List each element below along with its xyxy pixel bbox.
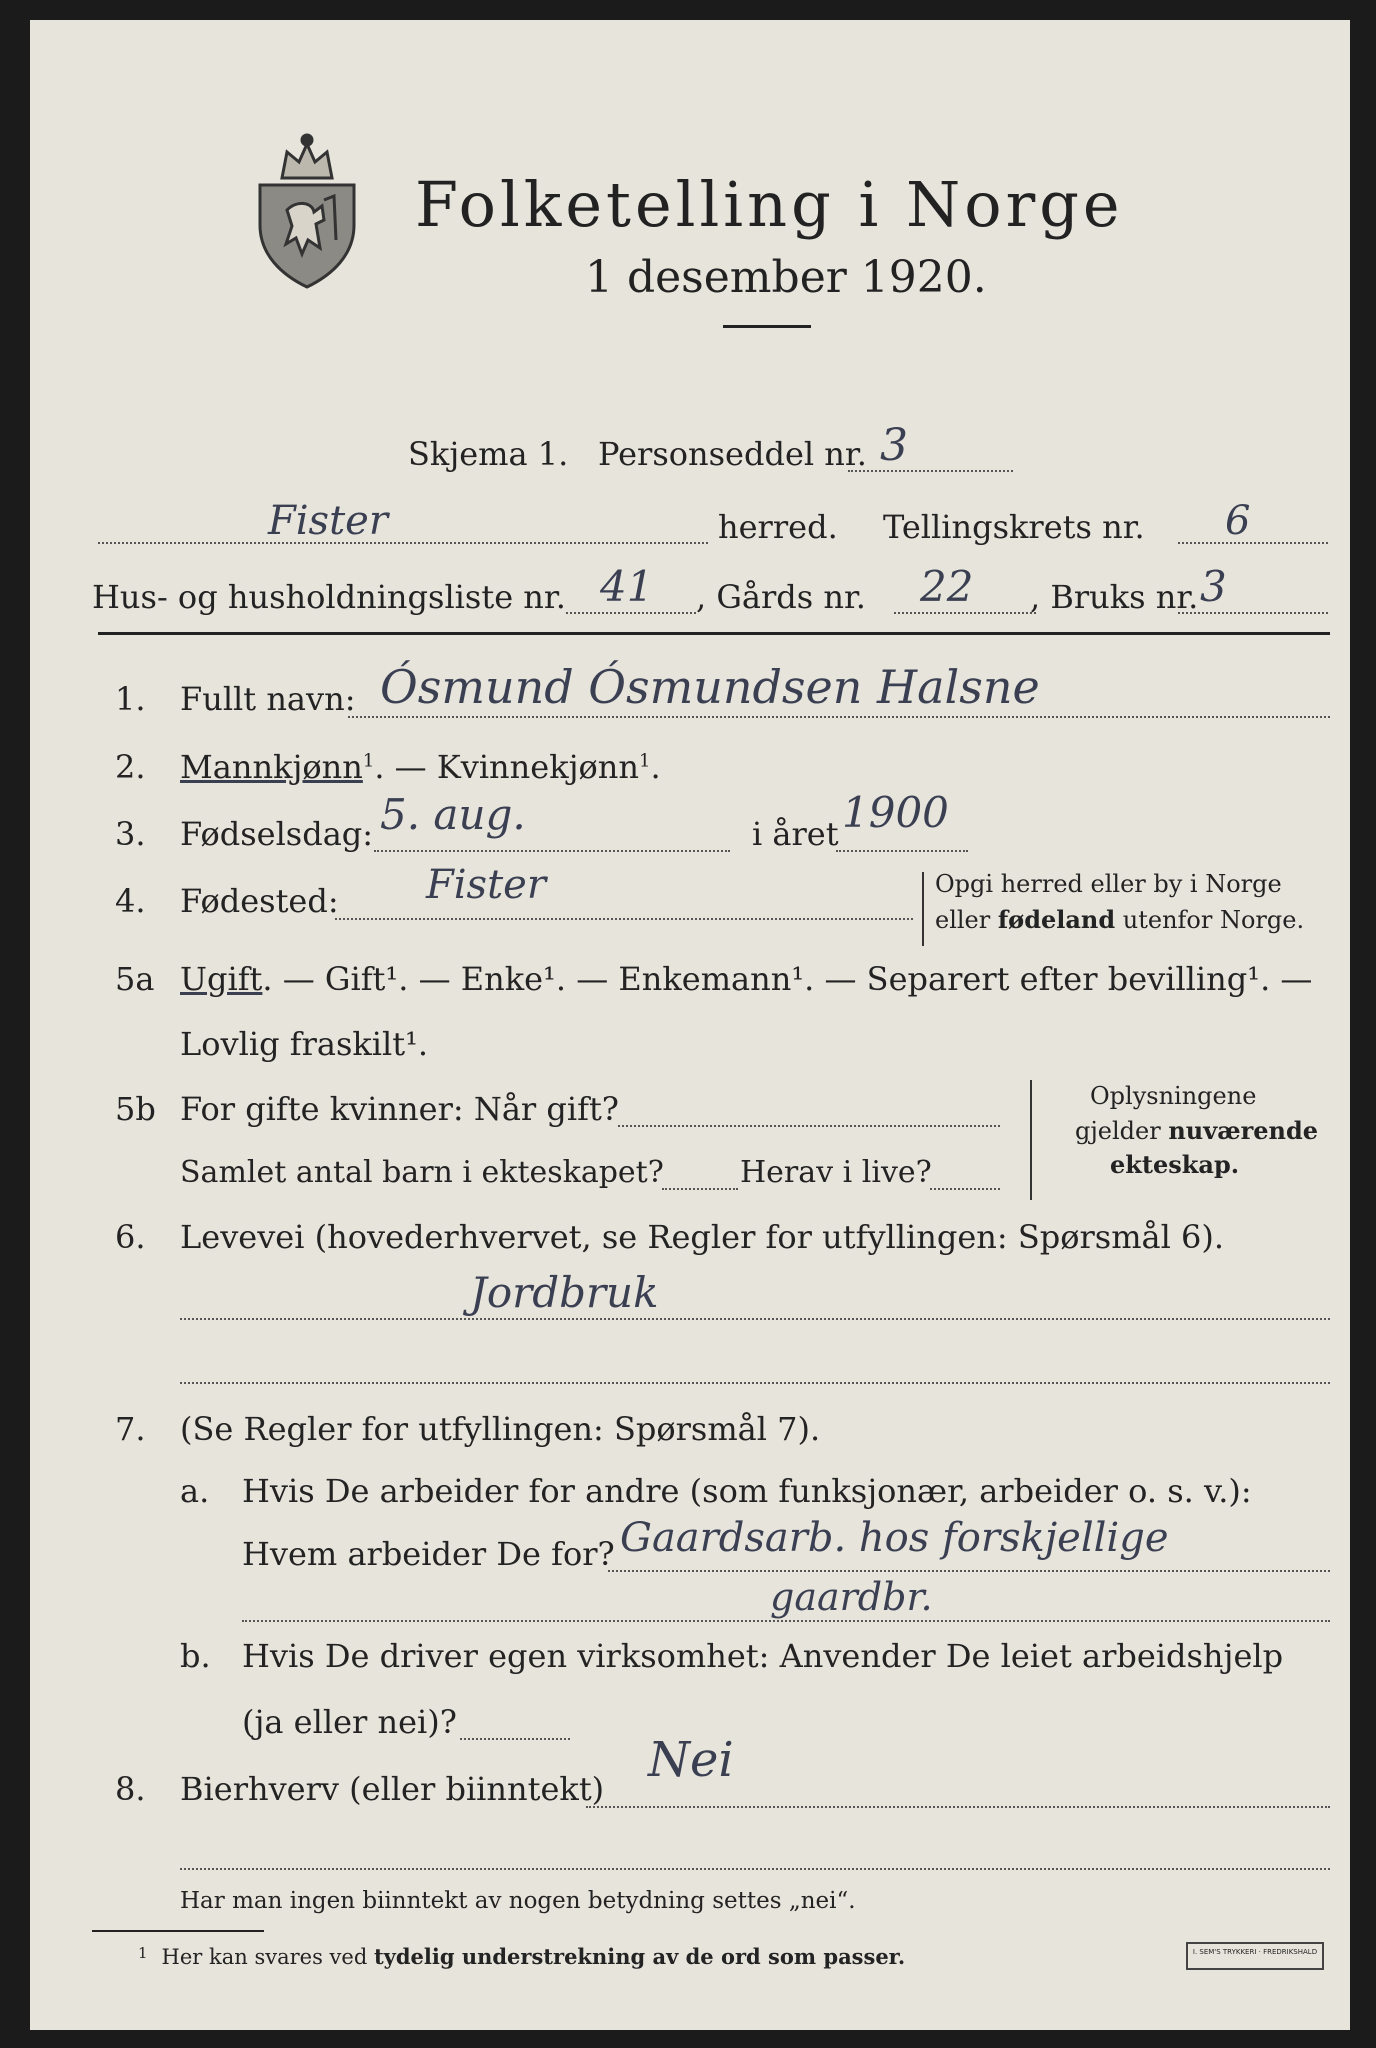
hired-help-field[interactable] [460, 1738, 570, 1740]
q7a-label-employer: Hvem arbeider De for? [242, 1535, 615, 1573]
footnote-divider [92, 1930, 264, 1932]
side-income-field[interactable] [586, 1806, 1330, 1808]
q5b-number: 5b [115, 1090, 156, 1128]
personseddel-value: 3 [880, 420, 908, 471]
bruks-field[interactable] [1178, 612, 1328, 614]
q5b-note-line2: gjelder nuværende [1075, 1116, 1319, 1145]
q6-label: Levevei (hovederhvervet, se Regler for utfyllingen: Spørsmål 6). [180, 1218, 1225, 1256]
footnote-marker: 1 [138, 1944, 148, 1962]
side-income-field-line2[interactable] [180, 1868, 1330, 1870]
birthplace-field[interactable] [335, 918, 913, 920]
norwegian-coat-of-arms-icon [252, 130, 362, 290]
gards-value: 22 [920, 562, 974, 611]
marital-divorced-option[interactable]: Lovlig fraskilt¹. [180, 1025, 429, 1063]
q7a-letter: a. [180, 1472, 210, 1510]
full-name-field[interactable] [348, 716, 1330, 718]
q6-number: 6. [115, 1218, 146, 1256]
q5b-label-alive: Herav i live? [740, 1155, 932, 1190]
q4-note-line1: Opgi herred eller by i Norge [935, 870, 1282, 898]
occupation-value: Jordbruk [470, 1268, 659, 1317]
employer-field-line1[interactable] [608, 1570, 1330, 1572]
q7-label: (Se Regler for utfyllingen: Spørsmål 7). [180, 1410, 821, 1448]
q5b-label-children: Samlet antal barn i ekteskapet? [180, 1155, 664, 1190]
printer-stamp: I. SEM'S TRYKKERI · FREDRIKSHALD [1186, 1942, 1324, 1970]
q5b-label-married-when: For gifte kvinner: Når gift? [180, 1090, 619, 1128]
children-alive-field[interactable] [930, 1188, 1000, 1190]
q1-label: Fullt navn: [180, 680, 356, 718]
q7b-label-yesno: (ja eller nei)? [242, 1703, 457, 1741]
birthday-value: 5. aug. [380, 790, 526, 839]
married-when-field[interactable] [618, 1125, 1000, 1127]
header-divider [98, 632, 1330, 635]
title-divider [723, 325, 811, 328]
birth-year-value: 1900 [842, 788, 949, 837]
q7b-letter: b. [180, 1637, 211, 1675]
q5b-brace [1030, 1080, 1040, 1200]
census-date: 1 desember 1920. [585, 252, 987, 303]
q3-year-label: i året [752, 815, 839, 853]
gards-field[interactable] [894, 612, 1036, 614]
q4-note-line2: eller fødeland utenfor Norge. [935, 905, 1305, 934]
q3-number: 3. [115, 815, 146, 853]
herred-label: herred. [718, 508, 838, 546]
occupation-field-line1[interactable] [180, 1318, 1330, 1320]
birth-year-field[interactable] [836, 850, 968, 852]
q2-number: 2. [115, 748, 146, 786]
skjema-label: Skjema 1. [408, 435, 569, 473]
gards-label: , Gårds nr. [696, 578, 866, 616]
marital-unmarried-option[interactable]: Ugift [180, 960, 263, 998]
employer-value-line2: gaardbr. [770, 1575, 933, 1619]
tellingskrets-value: 6 [1225, 498, 1251, 544]
side-income-note: Har man ingen biinntekt av nogen betydning settes „nei“. [180, 1888, 856, 1914]
q1-number: 1. [115, 680, 146, 718]
gender-male-option[interactable]: Mannkjønn [180, 748, 363, 786]
bruks-value: 3 [1200, 562, 1227, 611]
gender-options: Mannkjønn$^1$. — Kvinnekjønn$^1$. [180, 748, 661, 786]
q4-brace [922, 872, 928, 946]
personseddel-field[interactable] [848, 470, 1013, 472]
form-title: Folketelling i Norge [415, 168, 1124, 241]
hus-value: 41 [600, 562, 654, 611]
personseddel-label: Personseddel nr. [598, 435, 867, 473]
q7a-label: Hvis De arbeider for andre (som funksjonær, arbeider o. s. v.): [242, 1472, 1252, 1510]
hus-field[interactable] [566, 612, 696, 614]
herred-field[interactable] [98, 542, 708, 544]
footnote: $^1$ Her kan svares ved tydelig understrekning av de ord som passer. [138, 1944, 906, 1969]
q5b-note-line1: Oplysningene [1090, 1082, 1257, 1110]
q8-label: Bierhverv (eller biinntekt) [180, 1770, 605, 1808]
q4-label: Fødested: [180, 882, 339, 920]
census-form [30, 20, 1350, 2030]
bruks-label: , Bruks nr. [1030, 578, 1199, 616]
q5a-number: 5a [115, 960, 155, 998]
employer-field-line2[interactable] [242, 1620, 1330, 1622]
q3-label: Fødselsdag: [180, 815, 374, 853]
children-total-field[interactable] [662, 1188, 738, 1190]
q4-number: 4. [115, 882, 146, 920]
q7-number: 7. [115, 1410, 146, 1448]
tellingskrets-field[interactable] [1178, 542, 1328, 544]
tellingskrets-label: Tellingskrets nr. [883, 508, 1145, 546]
birthday-field[interactable] [374, 850, 730, 852]
gender-end: . [650, 748, 661, 786]
q5b-note-line3: ekteskap. [1110, 1150, 1240, 1179]
herred-value: Fister [268, 498, 388, 544]
q7b-label: Hvis De driver egen virksomhet: Anvender De leiet arbeidshjelp [242, 1637, 1284, 1675]
hus-label: Hus- og husholdningsliste nr. [92, 578, 566, 616]
occupation-field-line2[interactable] [180, 1382, 1330, 1384]
full-name-value: Ósmund Ósmundsen Halsne [380, 660, 1040, 714]
employer-value-line1: Gaardsarb. hos forskjellige [620, 1515, 1169, 1561]
birthplace-value: Fister [426, 862, 546, 908]
marital-other-options[interactable]: . — Gift¹. — Enke¹. — Enkemann¹. — Separert efter bevilling¹. — [262, 960, 1313, 998]
gender-female-option[interactable]: . — Kvinnekjønn [374, 748, 639, 786]
q8-number: 8. [115, 1770, 146, 1808]
side-income-value: Nei [648, 1732, 734, 1788]
marital-status-options [180, 960, 1312, 998]
